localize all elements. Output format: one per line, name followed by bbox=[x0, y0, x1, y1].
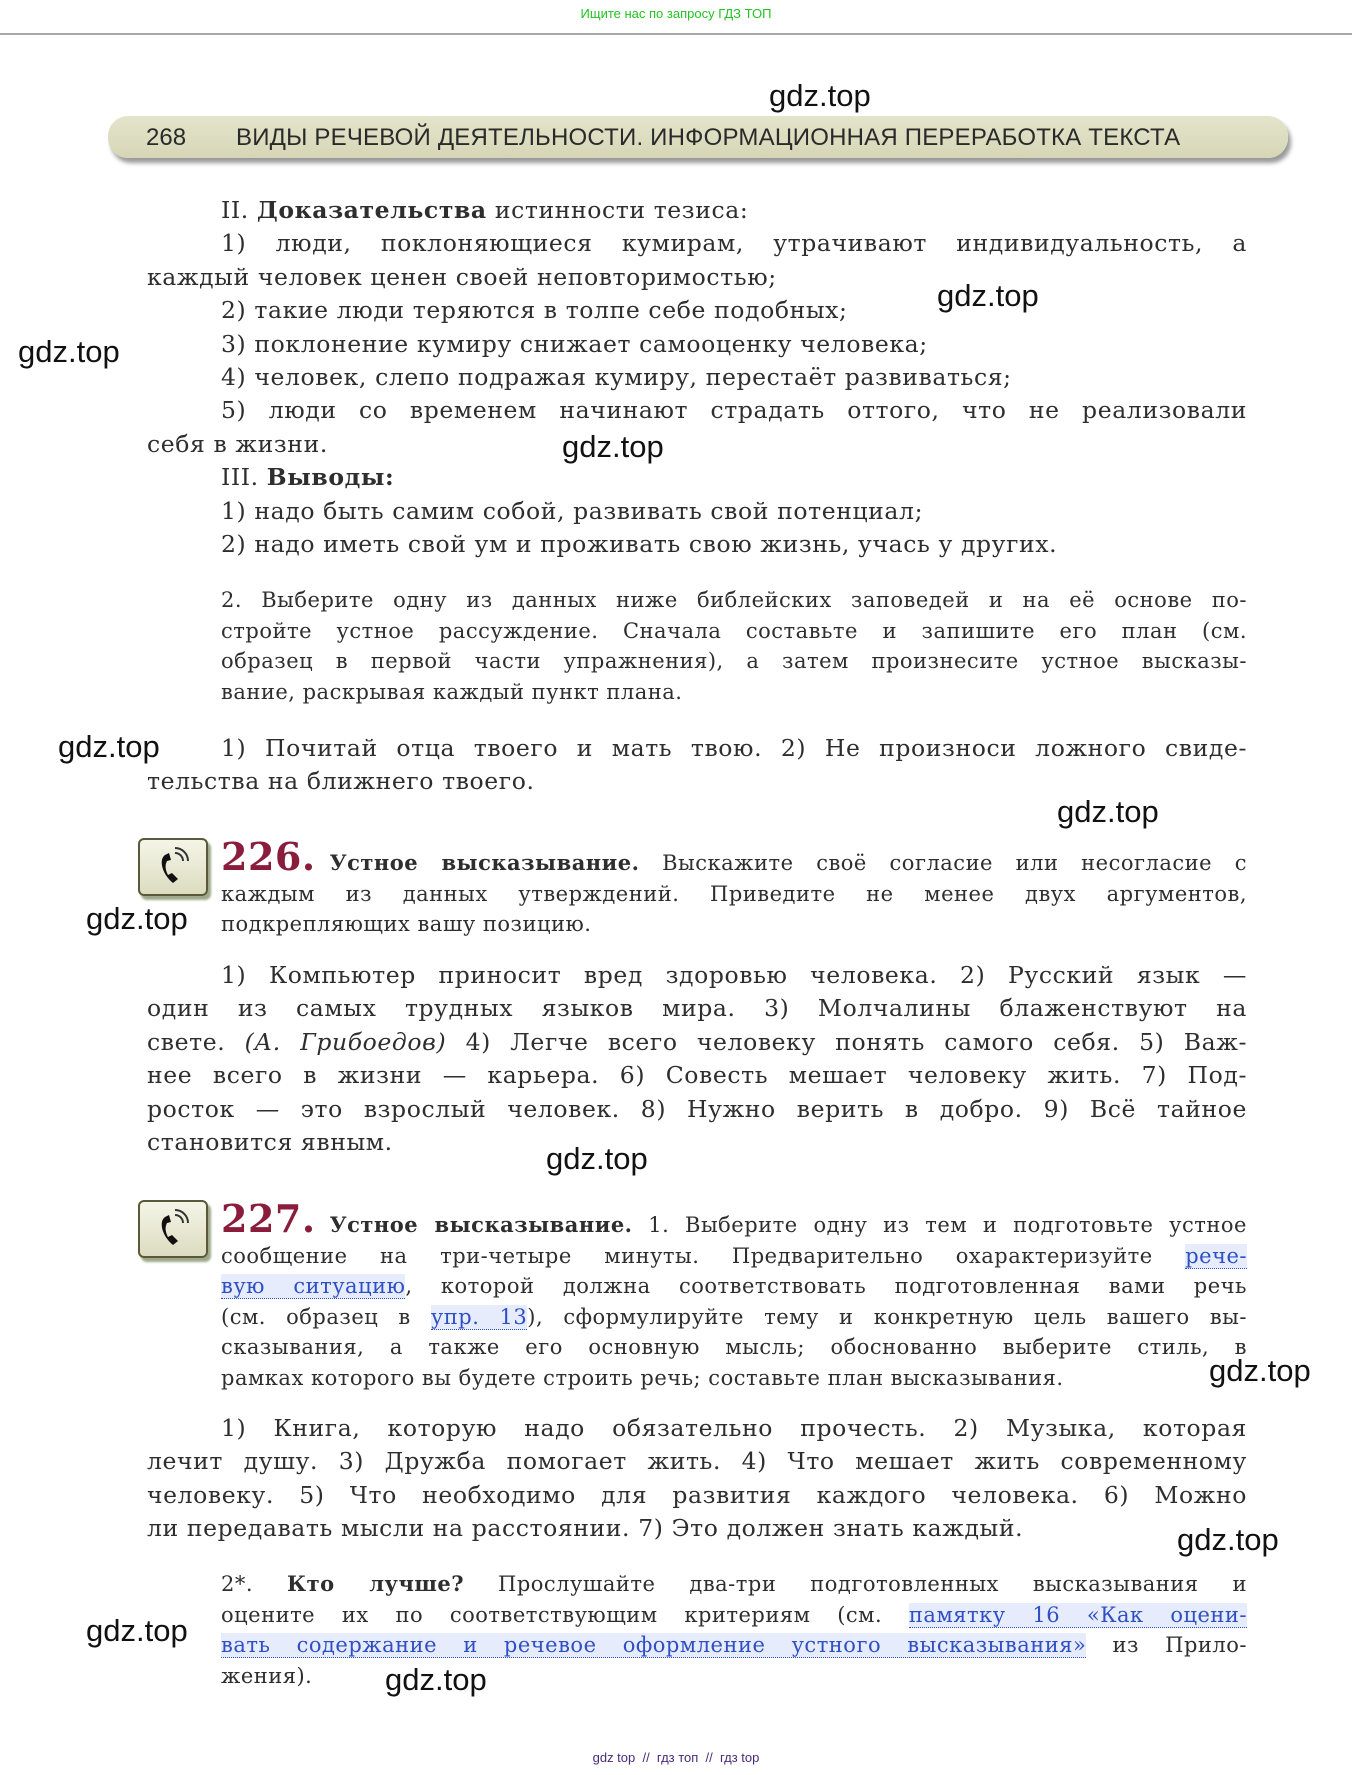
text-line bbox=[147, 461, 1247, 494]
watermark: gdz.top bbox=[1209, 1353, 1311, 1388]
exercise-13-link[interactable]: упр. 13 bbox=[430, 1304, 528, 1329]
watermark: gdz.top bbox=[546, 1141, 648, 1176]
watermark: gdz.top bbox=[58, 729, 160, 764]
text-line bbox=[147, 194, 1247, 227]
text-line bbox=[221, 1569, 1247, 1600]
text-line: нее всего в жизни — карьера. 6) Совесть мешает человеку жить. 7) Под- bbox=[147, 1061, 1247, 1090]
section-title: ВИДЫ РЕЧЕВОЙ ДЕЯТЕЛЬНОСТИ. ИНФОРМАЦИОННАЯ ПЕРЕРАБОТКА ТЕКСТА bbox=[236, 124, 1181, 151]
text-line: 2) такие люди теряются в толпе себе подобных; bbox=[221, 296, 848, 325]
text-line: 2. Выберите одну из данных ниже библейских заповедей и на её основе по- bbox=[221, 588, 1247, 612]
text: 2*. bbox=[221, 1572, 287, 1596]
thesis-proofs bbox=[147, 194, 1247, 561]
text-line: себя в жизни. bbox=[147, 429, 328, 458]
task-2-instructions bbox=[221, 585, 1247, 707]
text-line: 2) надо иметь свой ум и проживать свою жизнь, учась у других. bbox=[221, 530, 1058, 559]
text: , которой должна соответствовать подготовленная вами речь bbox=[405, 1274, 1247, 1299]
watermark: gdz.top bbox=[86, 901, 188, 936]
text-line bbox=[221, 1302, 1247, 1333]
text-line: каждым из данных утверждений. Приведите не менее двух аргументов, bbox=[221, 881, 1247, 906]
text-line: 1) надо быть самим собой, развивать свой потенциал; bbox=[221, 496, 924, 525]
text: оцените их по соответствующим критериям (см. bbox=[221, 1602, 909, 1627]
text-line bbox=[221, 1600, 1247, 1631]
watermark: gdz.top bbox=[1057, 794, 1159, 829]
text: Выскажите своё согласие или несогласие с bbox=[639, 851, 1247, 875]
text bbox=[330, 848, 1247, 879]
text: ), сформулируйте тему и конкретную цель вашего вы- bbox=[527, 1304, 1247, 1329]
text: сообщение на три-четыре минуты. Предварительно охарактеризуйте bbox=[221, 1243, 1186, 1268]
page-header bbox=[108, 116, 1288, 158]
watermark: gdz.top bbox=[86, 1613, 188, 1648]
memo-16-link[interactable]: вать содержание и речевое оформление устного высказывания» bbox=[221, 1633, 1087, 1658]
text: II. bbox=[221, 196, 257, 224]
exercise-227 bbox=[221, 1196, 1247, 1394]
text: Прослушайте два-три подготовленных высказывания и bbox=[464, 1572, 1247, 1596]
text-line: 1) Книга, которую надо обязательно прочесть. 2) Музыка, которая bbox=[221, 1414, 1247, 1442]
exercise-number: 227. bbox=[221, 1196, 316, 1241]
text-line bbox=[221, 1271, 1247, 1302]
text-line: 1) люди, поклоняющиеся кумирам, утрачивают индивидуальность, а bbox=[221, 229, 1247, 258]
exercise-number: 226. bbox=[221, 834, 316, 879]
watermark: gdz.top bbox=[562, 429, 664, 464]
text-line: вание, раскрывая каждый пункт плана. bbox=[221, 679, 683, 704]
text-line: ли передавать мысли на расстоянии. 7) Это должен знать каждый. bbox=[147, 1514, 1024, 1543]
text-line: тельства на ближнего твоего. bbox=[147, 767, 535, 796]
top-divider bbox=[0, 33, 1352, 35]
statements-list bbox=[147, 959, 1247, 1159]
text: истинности тезиса: bbox=[486, 196, 749, 224]
text-line bbox=[147, 1026, 1247, 1059]
text-line: образец в первой части упражнения), а затем произнесите устное высказы- bbox=[221, 649, 1247, 674]
page-number: 268 bbox=[146, 124, 187, 151]
exercise-title: Устное высказывание. bbox=[329, 1212, 633, 1237]
text-line bbox=[221, 1196, 1247, 1241]
text: 4) Легче всего человеку понять самого себя. 5) Важ- bbox=[446, 1027, 1247, 1056]
oral-speech-phone-icon bbox=[138, 838, 208, 896]
text-line: жения). bbox=[221, 1663, 313, 1688]
watermark: gdz.top bbox=[18, 334, 120, 369]
text-line: стройте устное рассуждение. Сначала составьте и запишите его план (см. bbox=[221, 618, 1247, 643]
text: Выводы: bbox=[266, 463, 395, 492]
text-line: подкрепляющих вашу позицию. bbox=[221, 912, 592, 937]
exercise-title: Устное высказывание. bbox=[329, 850, 640, 875]
text-line bbox=[221, 1241, 1247, 1272]
text-line: сказывания, а также его основную мысль; обоснованно выберите стиль, в bbox=[221, 1335, 1247, 1360]
topics-list bbox=[147, 1412, 1247, 1546]
text-line: человеку. 5) Что необходимо для развития каждого человека. 6) Можно bbox=[147, 1480, 1247, 1509]
text: из Прило- bbox=[1086, 1633, 1247, 1658]
speech-situation-link[interactable]: рече- bbox=[1185, 1243, 1247, 1268]
text-line: один из самых трудных языков мира. 3) Молчалины блаженствуют на bbox=[147, 994, 1247, 1023]
commandments bbox=[147, 732, 1247, 799]
text-line: 1) Почитай отца твоего и мать твою. 2) Не произноси ложного свиде- bbox=[221, 734, 1247, 762]
text: свете. bbox=[147, 1027, 245, 1056]
watermark: gdz.top bbox=[1177, 1522, 1279, 1557]
text-line: 5) люди со временем начинают страдать оттого, что не реализовали bbox=[221, 396, 1247, 425]
oral-speech-phone-icon bbox=[138, 1200, 208, 1258]
task-2-who-is-better bbox=[221, 1569, 1247, 1691]
speech-situation-link[interactable]: вую ситуацию bbox=[221, 1274, 406, 1299]
text-line: росток — это взрослый человек. 8) Нужно верить в добро. 9) Всё тайное bbox=[147, 1094, 1247, 1123]
text: III. bbox=[221, 463, 267, 492]
watermark: gdz.top bbox=[385, 1662, 487, 1697]
text: (см. образец в bbox=[221, 1304, 431, 1329]
text: (А. Грибоедов) bbox=[244, 1027, 447, 1056]
text-line: каждый человек ценен своей неповторимостью; bbox=[147, 262, 777, 291]
memo-16-link[interactable]: памятку 16 «Как оцени- bbox=[908, 1602, 1248, 1627]
text bbox=[330, 1210, 1247, 1241]
text-line: 4) человек, слепо подражая кумиру, перестаёт развиваться; bbox=[221, 363, 1012, 392]
watermark: gdz.top bbox=[937, 278, 1039, 313]
watermark: gdz.top bbox=[769, 78, 871, 113]
text-line bbox=[221, 1630, 1247, 1661]
text-line: становится явным. bbox=[147, 1128, 393, 1157]
text-line: лечит душу. 3) Дружба помогает жить. 4) Что мешает жить современному bbox=[147, 1447, 1247, 1476]
text-line: рамках которого вы будете строить речь; составьте план высказывания. bbox=[221, 1365, 1064, 1390]
text: 1. Выберите одну из тем и подготовьте устное bbox=[632, 1213, 1247, 1237]
footer-links: gdz top // гдз топ // гдз top bbox=[592, 1750, 760, 1765]
top-search-note: Ищите нас по запросу ГДЗ ТОП bbox=[580, 6, 772, 21]
text-line: 1) Компьютер приносит вред здоровью человека. 2) Русский язык — bbox=[221, 961, 1247, 989]
text: Кто лучше? bbox=[287, 1571, 465, 1596]
exercise-226 bbox=[221, 834, 1247, 940]
text-line: 3) поклонение кумиру снижает самооценку человека; bbox=[221, 329, 928, 358]
text-line bbox=[221, 834, 1247, 879]
text: Доказательства bbox=[256, 196, 487, 224]
